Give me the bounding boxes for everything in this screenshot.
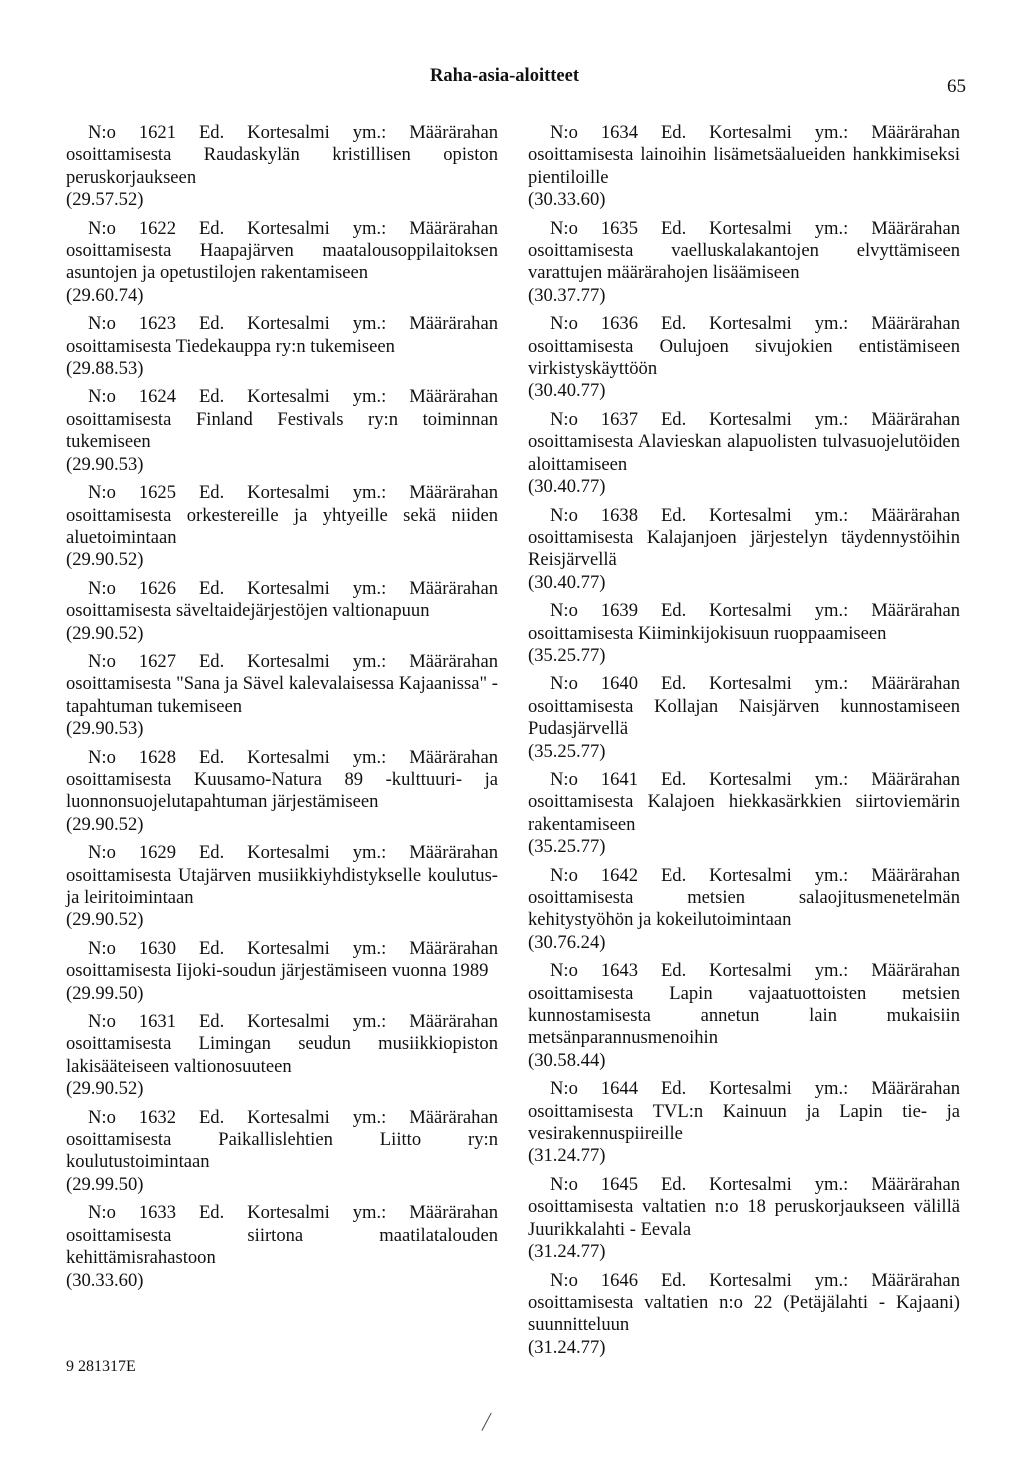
budget-reference: (29.99.50)	[66, 1173, 144, 1195]
budget-reference: (29.90.52)	[66, 622, 144, 644]
motion-title: N:o 1623 Ed. Kortesalmi ym.: Määrärahan osoittamisesta Tiedekauppa ry:n tukemiseen	[66, 313, 498, 357]
budget-reference: (29.88.53)	[66, 358, 144, 380]
motion-title: N:o 1632 Ed. Kortesalmi ym.: Määrärahan osoittamisesta Paikallislehtien Liitto ry:n koulutustoimintaan	[66, 1106, 498, 1173]
motion-title: N:o 1626 Ed. Kortesalmi ym.: Määrärahan osoittamisesta säveltaidejärjestöjen valtionapuun	[66, 577, 498, 622]
motion-title: N:o 1629 Ed. Kortesalmi ym.: Määrärahan osoittamisesta Utajärven musiikkiyhdistykselle koulutus- ja leiritoimintaan	[66, 842, 498, 908]
motion-title: N:o 1628 Ed. Kortesalmi ym.: Määrärahan osoittamisesta Kuusamo-Natura 89 -kulttuuri- ja luonnonsuojelutapahtuman järjestämiseen	[66, 746, 498, 813]
motion-entry	[66, 1202, 498, 1292]
motion-title: N:o 1638 Ed. Kortesalmi ym.: Määrärahan osoittamisesta Kalajanjoen järjestelyn täydennystöihin Reisjärvellä	[528, 504, 960, 571]
motion-entry	[66, 122, 498, 212]
motion-title: N:o 1631 Ed. Kortesalmi ym.: Määrärahan osoittamisesta Limingan seudun musiikkiopiston lakisääteiseen valtionosuuteen	[66, 1011, 498, 1077]
motion-title: N:o 1643 Ed. Kortesalmi ym.: Määrärahan osoittamisesta Lapin vajaatuottoisten metsien kunnostamisesta annetun lain mukaisiin metsänparannusmenoihin	[528, 960, 960, 1049]
motion-title: N:o 1641 Ed. Kortesalmi ym.: Määrärahan osoittamisesta Kalajoen hiekkasärkkien siirtoviemärin rakentamiseen	[528, 768, 960, 835]
motion-entry	[528, 865, 960, 955]
budget-reference: (29.57.52)	[66, 189, 144, 211]
motion-entry	[528, 1270, 960, 1360]
motion-title: N:o 1621 Ed. Kortesalmi ym.: Määrärahan osoittamisesta Raudaskylän kristillisen opiston peruskorjaukseen	[66, 122, 498, 188]
budget-reference: (35.25.77)	[528, 836, 606, 858]
budget-reference: (30.33.60)	[528, 189, 606, 211]
motion-entry	[66, 218, 498, 308]
budget-reference: (30.58.44)	[528, 1049, 606, 1071]
motion-title: N:o 1644 Ed. Kortesalmi ym.: Määrärahan osoittamisesta TVL:n Kainuun ja Lapin tie- ja vesirakennuspiireille	[528, 1078, 960, 1145]
budget-reference: (29.90.53)	[66, 453, 144, 475]
motion-title: N:o 1622 Ed. Kortesalmi ym.: Määrärahan osoittamisesta Haapajärven maatalousoppilaitoksen asuntojen ja opetustilojen rakentamiseen	[66, 217, 498, 284]
budget-reference: (30.76.24)	[528, 931, 606, 953]
motion-title: N:o 1646 Ed. Kortesalmi ym.: Määrärahan osoittamisesta valtatien n:o 22 (Petäjälahti - Kajaani) suunnitteluun	[528, 1269, 960, 1336]
motion-entry	[66, 747, 498, 837]
motion-entry	[528, 409, 960, 499]
motion-entry	[66, 313, 498, 380]
motion-entry	[528, 313, 960, 403]
motion-entry	[528, 1078, 960, 1168]
motion-entry	[66, 842, 498, 932]
right-column	[528, 122, 960, 1365]
budget-reference: (31.24.77)	[528, 1241, 606, 1263]
motion-entry	[528, 218, 960, 308]
motion-entry	[528, 769, 960, 859]
motion-entry	[66, 386, 498, 476]
motion-title: N:o 1630 Ed. Kortesalmi ym.: Määrärahan osoittamisesta Iijoki-soudun järjestämiseen vuonna 1989	[66, 937, 498, 982]
budget-reference: (30.37.77)	[528, 284, 606, 306]
motion-entry	[528, 505, 960, 595]
budget-reference: (30.40.77)	[528, 571, 606, 593]
motion-title: N:o 1635 Ed. Kortesalmi ym.: Määrärahan osoittamisesta vaelluskalakantojen elvyttämiseen varattujen määrärahojen lisäämiseen	[528, 217, 960, 284]
budget-reference: (30.40.77)	[528, 476, 606, 498]
budget-reference: (30.33.60)	[66, 1269, 144, 1291]
budget-reference: (35.25.77)	[528, 644, 606, 666]
left-column	[66, 122, 498, 1298]
budget-reference: (29.90.52)	[66, 813, 144, 835]
motion-entry	[66, 651, 498, 741]
budget-reference: (31.24.77)	[528, 1145, 606, 1167]
motion-title: N:o 1645 Ed. Kortesalmi ym.: Määrärahan osoittamisesta valtatien n:o 18 peruskorjaukseen välillä Juurikkalahti - Eevala	[528, 1173, 960, 1240]
running-title: Raha-asia-aloitteet	[430, 66, 579, 86]
budget-reference: (29.99.50)	[66, 982, 144, 1004]
motion-entry	[66, 578, 498, 645]
motion-title: N:o 1636 Ed. Kortesalmi ym.: Määrärahan osoittamisesta Oulujoen sivujokien entistämiseen virkistyskäyttöön	[528, 313, 960, 380]
budget-reference: (29.90.53)	[66, 718, 144, 740]
printer-signature: 9 281317E	[66, 1358, 136, 1375]
motion-entry	[66, 1011, 498, 1101]
budget-reference: (31.24.77)	[528, 1336, 606, 1358]
budget-reference: (35.25.77)	[528, 740, 606, 762]
motion-entry	[66, 938, 498, 1005]
motion-entry	[528, 1174, 960, 1264]
page-header	[0, 66, 1024, 96]
motion-entry	[528, 600, 960, 667]
motion-entry	[528, 960, 960, 1072]
motion-entry	[528, 122, 960, 212]
motion-entry	[66, 482, 498, 572]
budget-reference: (29.90.52)	[66, 909, 144, 931]
budget-reference: (30.40.77)	[528, 380, 606, 402]
motion-title: N:o 1640 Ed. Kortesalmi ym.: Määrärahan osoittamisesta Kollajan Naisjärven kunnostamiseen Pudasjärvellä	[528, 673, 960, 740]
budget-reference: (29.90.52)	[66, 549, 144, 571]
motion-title: N:o 1624 Ed. Kortesalmi ym.: Määrärahan osoittamisesta Finland Festivals ry:n toiminnan tukemiseen	[66, 386, 498, 453]
motion-entry	[66, 1107, 498, 1197]
motion-title: N:o 1637 Ed. Kortesalmi ym.: Määrärahan osoittamisesta Alavieskan alapuolisten tulvasuojelutöiden aloittamiseen	[528, 408, 960, 475]
motion-entry	[528, 673, 960, 763]
motion-title: N:o 1634 Ed. Kortesalmi ym.: Määrärahan osoittamisesta lainoihin lisämetsäalueiden hankkimiseksi pientiloille	[528, 122, 960, 188]
motion-title: N:o 1633 Ed. Kortesalmi ym.: Määrärahan osoittamisesta siirtona maatilatalouden kehittämisrahastoon	[66, 1202, 498, 1269]
budget-reference: (29.90.52)	[66, 1078, 144, 1100]
page-number: 65	[947, 76, 966, 97]
motion-title: N:o 1639 Ed. Kortesalmi ym.: Määrärahan osoittamisesta Kiiminkijokisuun ruoppaamiseen	[528, 600, 960, 644]
motion-title: N:o 1642 Ed. Kortesalmi ym.: Määrärahan osoittamisesta metsien salaojitusmenetelmän kehitystyöhön ja kokeilutoimintaan	[528, 864, 960, 931]
motion-title: N:o 1627 Ed. Kortesalmi ym.: Määrärahan osoittamisesta "Sana ja Sävel kalevalaisessa Kajaanissa" -tapahtuman tukemiseen	[66, 650, 498, 717]
budget-reference: (29.60.74)	[66, 284, 144, 306]
stray-pen-mark	[481, 1413, 492, 1432]
motion-title: N:o 1625 Ed. Kortesalmi ym.: Määrärahan osoittamisesta orkestereille ja yhtyeille sekä niiden aluetoimintaan	[66, 482, 498, 548]
